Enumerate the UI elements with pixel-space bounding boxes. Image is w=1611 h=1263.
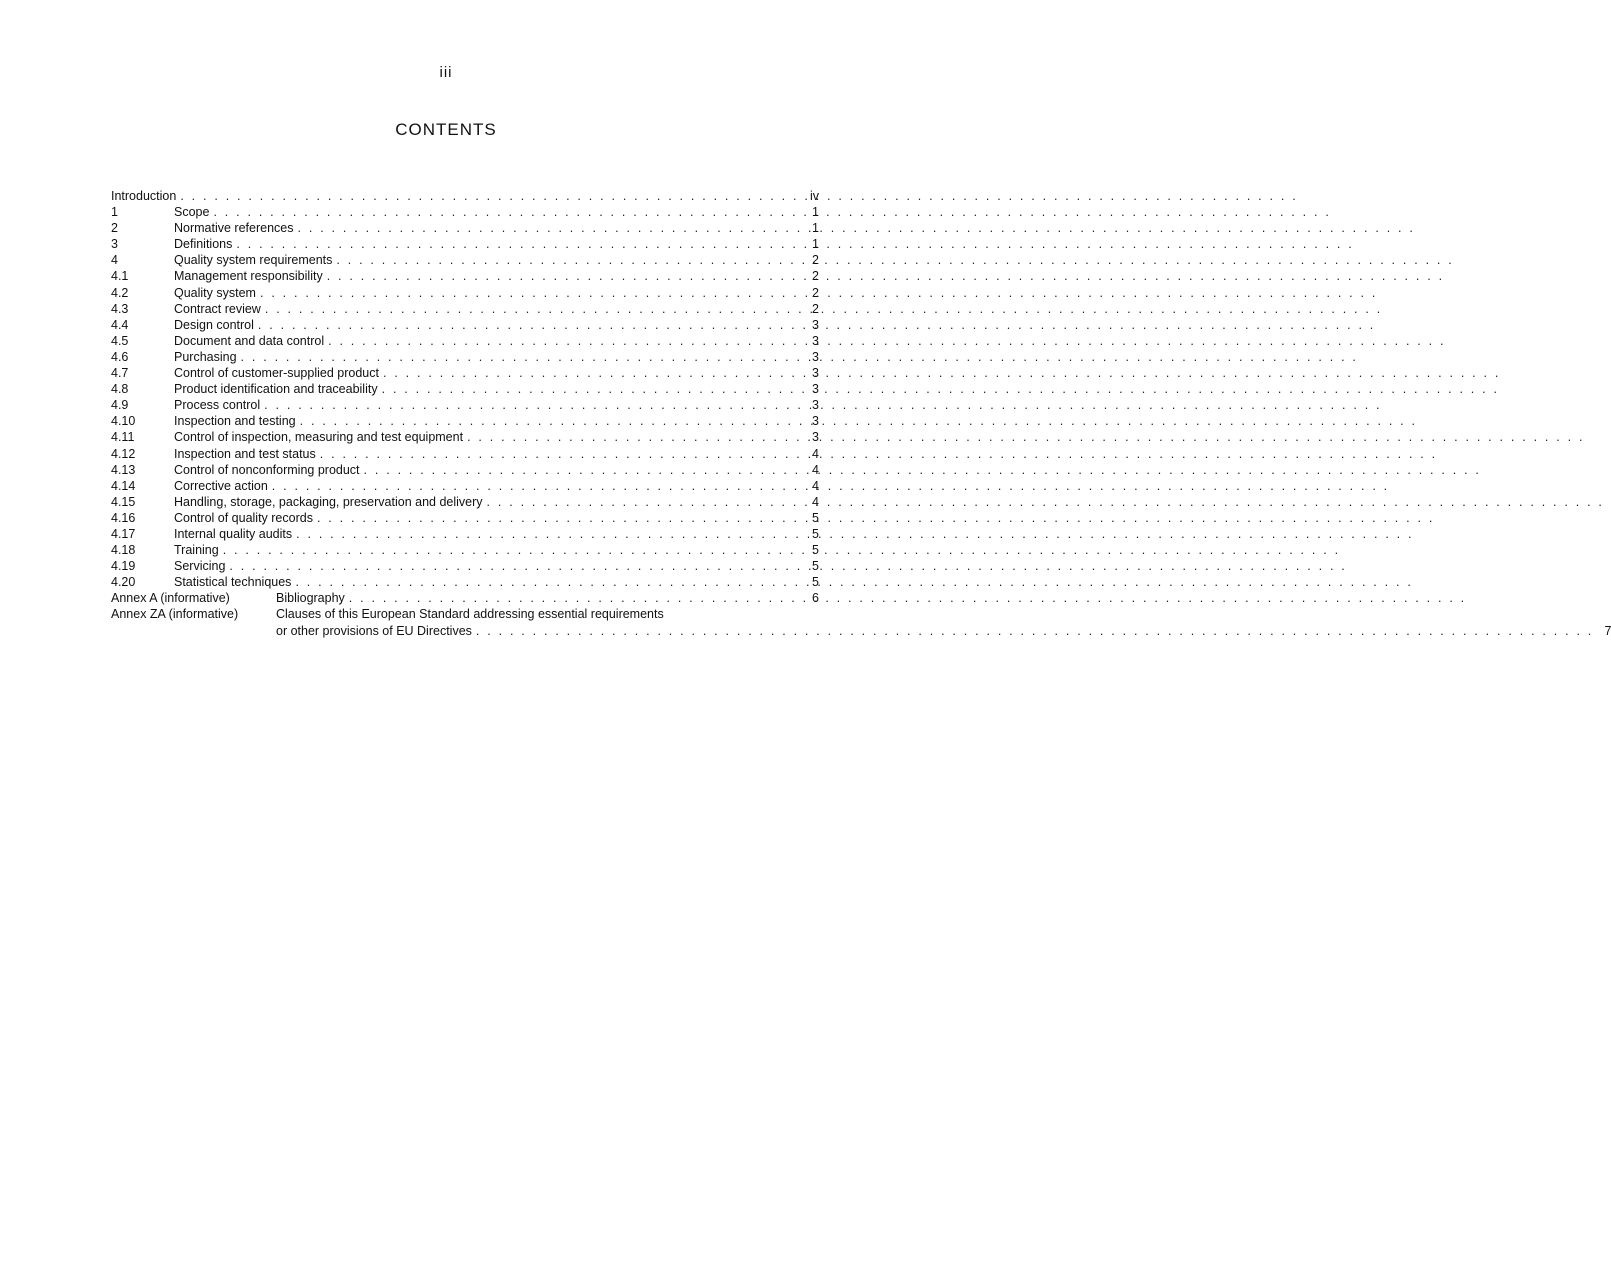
toc-entry-number: 4.14 (111, 478, 136, 493)
table-of-contents (111, 188, 1611, 639)
dot-leader (241, 349, 1359, 365)
toc-entry-title: Control of quality records (174, 510, 313, 525)
toc-entry[interactable] (111, 381, 819, 397)
dot-leader (265, 301, 1383, 317)
toc-entry-page: 5 (812, 575, 819, 590)
toc-entry-number: 4.19 (111, 559, 136, 574)
toc-entry-annex-a[interactable] (111, 590, 819, 606)
toc-entry-title: Training (174, 543, 219, 558)
toc-entry[interactable] (111, 220, 819, 236)
toc-entry-number: 4.10 (111, 414, 136, 429)
contents-title: CONTENTS (395, 120, 497, 139)
toc-entry-number: 4.6 (111, 349, 129, 364)
toc-entry-number: 4.4 (111, 317, 129, 332)
toc-entry-title: Servicing (174, 559, 226, 574)
toc-entry[interactable] (111, 574, 819, 590)
toc-entry-page: 2 (812, 301, 819, 316)
toc-entry-page: 1 (812, 205, 819, 220)
dot-leader (213, 204, 1331, 220)
toc-entry-page: 3 (812, 382, 819, 397)
toc-entry-page: 2 (812, 285, 819, 300)
toc-entry-title: Quality system (174, 285, 256, 300)
toc-entry-page: 2 (812, 269, 819, 284)
dot-leader (327, 268, 1445, 284)
toc-entry-page: 6 (812, 591, 819, 606)
toc-entry-title: Management responsibility (174, 269, 323, 284)
toc-entry[interactable] (111, 333, 819, 349)
toc-entry[interactable] (111, 365, 819, 381)
dot-leader (349, 590, 1467, 606)
toc-entry-title: Normative references (174, 221, 294, 236)
toc-entry[interactable] (111, 204, 819, 220)
toc-entry-page: 3 (812, 430, 819, 445)
toc-entry[interactable] (111, 285, 819, 301)
dot-leader (476, 623, 1594, 639)
toc-entry-title: Corrective action (174, 478, 268, 493)
page-number: iii (439, 64, 453, 81)
toc-entry-number: 4.5 (111, 333, 129, 348)
toc-entry-number: 4.11 (111, 430, 135, 445)
toc-entry[interactable] (111, 236, 819, 252)
toc-entry-page: 5 (812, 510, 819, 525)
toc-entry-number: 4.20 (111, 575, 136, 590)
dot-leader (300, 413, 1418, 429)
toc-entry-title: Inspection and testing (174, 414, 296, 429)
dot-leader (328, 333, 1446, 349)
toc-entry[interactable] (111, 542, 819, 558)
toc-entry-title: Internal quality audits (174, 526, 293, 541)
dot-leader (364, 462, 1482, 478)
toc-entry-title-line2: or other provisions of EU Directives (276, 623, 472, 638)
toc-entry-page: 3 (812, 317, 819, 332)
dot-leader (223, 542, 1341, 558)
toc-entry-introduction[interactable] (111, 188, 819, 204)
dot-leader (383, 365, 1501, 381)
toc-entry-page: 5 (812, 543, 819, 558)
toc-entry-number: 4.12 (111, 446, 136, 461)
toc-entry[interactable] (111, 397, 819, 413)
toc-entry-page: 3 (812, 398, 819, 413)
toc-entry-page: 3 (812, 366, 819, 381)
toc-entry-number: 4.1 (111, 269, 129, 284)
toc-entry-title: Product identification and traceability (174, 382, 378, 397)
toc-entry-number: Annex A (informative) (111, 591, 230, 606)
toc-entry-title: Definitions (174, 237, 233, 252)
toc-entry-number: 4.9 (111, 398, 129, 413)
toc-entry-title: Bibliography (276, 591, 345, 606)
toc-entry[interactable] (111, 429, 819, 445)
toc-entry-number: 4.3 (111, 301, 129, 316)
toc-entry-number: 4.15 (111, 494, 136, 509)
toc-entry[interactable] (111, 478, 819, 494)
toc-entry-page: 1 (812, 221, 819, 236)
toc-entry-title: Design control (174, 317, 254, 332)
toc-entry-page: iv (809, 189, 819, 203)
toc-entry-page: 7 (1604, 623, 1611, 638)
toc-entry-number: 4.17 (111, 526, 136, 541)
dot-leader (382, 381, 1500, 397)
toc-entry-title: Scope (174, 205, 210, 220)
toc-entry-page: 5 (812, 559, 819, 574)
toc-entry-number: 4.18 (111, 543, 136, 558)
toc-entry[interactable] (111, 494, 819, 510)
toc-entry[interactable] (111, 317, 819, 333)
dot-leader (264, 397, 1382, 413)
toc-entry-page: 4 (812, 478, 819, 493)
dot-leader (298, 220, 1416, 236)
toc-entry-annex-za[interactable] (111, 606, 1611, 638)
dot-leader (320, 446, 1438, 462)
toc-entry-number: 2 (111, 221, 118, 236)
toc-entry-title: Inspection and test status (174, 446, 316, 461)
dot-leader (272, 478, 1390, 494)
toc-entry-title: Control of nonconforming product (174, 462, 360, 477)
toc-entry-page: 3 (812, 333, 819, 348)
toc-entry-title: Statistical techniques (174, 575, 292, 590)
dot-leader (180, 188, 1298, 204)
toc-entry-page: 4 (812, 462, 819, 477)
toc-entry-title-line1: Clauses of this European Standard addressing essential requirements (276, 607, 664, 622)
toc-entry-page: 1 (812, 237, 819, 252)
toc-entry-title: Quality system requirements (174, 253, 333, 268)
toc-entry-number: Annex ZA (informative) (111, 607, 239, 622)
dot-leader (467, 429, 1585, 445)
toc-entry[interactable] (111, 349, 819, 365)
toc-entry[interactable] (111, 446, 819, 462)
toc-entry-title: Handling, storage, packaging, preservation and delivery (174, 494, 483, 509)
toc-entry-title: Control of customer-supplied product (174, 366, 379, 381)
toc-entry-page: 4 (812, 494, 819, 509)
toc-entry[interactable] (111, 252, 819, 268)
toc-entry-title: Purchasing (174, 349, 237, 364)
toc-entry-title: Process control (174, 398, 261, 413)
dot-leader (317, 510, 1435, 526)
toc-entry-page: 5 (812, 526, 819, 541)
toc-entry-number: 4.13 (111, 462, 136, 477)
dot-leader (296, 526, 1414, 542)
toc-entry-number: 4.7 (111, 366, 129, 381)
toc-entry-number: 4.16 (111, 510, 136, 525)
toc-entry-page: 2 (812, 253, 819, 268)
toc-entry-title: Document and data control (174, 333, 325, 348)
toc-entry-page: 4 (812, 446, 819, 461)
dot-leader (229, 558, 1347, 574)
toc-entry[interactable] (111, 413, 819, 429)
toc-entry[interactable] (111, 301, 819, 317)
toc-entry[interactable] (111, 526, 819, 542)
toc-entry-title: Contract review (174, 301, 261, 316)
toc-entry-number: 4.2 (111, 285, 129, 300)
toc-entry-number: 3 (111, 237, 118, 252)
toc-entry[interactable] (111, 268, 819, 284)
toc-entry[interactable] (111, 510, 819, 526)
toc-entry-page: 3 (812, 414, 819, 429)
toc-entry-number: 4 (111, 253, 118, 268)
toc-entry[interactable] (111, 462, 819, 478)
toc-entry-number: 4.8 (111, 382, 129, 397)
toc-entry[interactable] (111, 558, 819, 574)
toc-entry-number: 1 (111, 205, 118, 220)
dot-leader (487, 494, 1605, 510)
dot-leader (236, 236, 1354, 252)
dot-leader (336, 252, 1454, 268)
dot-leader (295, 574, 1413, 590)
toc-entry-title: Control of inspection, measuring and test equipment (174, 430, 464, 445)
toc-entry-title: Introduction (111, 189, 177, 203)
toc-entry-page: 3 (812, 349, 819, 364)
